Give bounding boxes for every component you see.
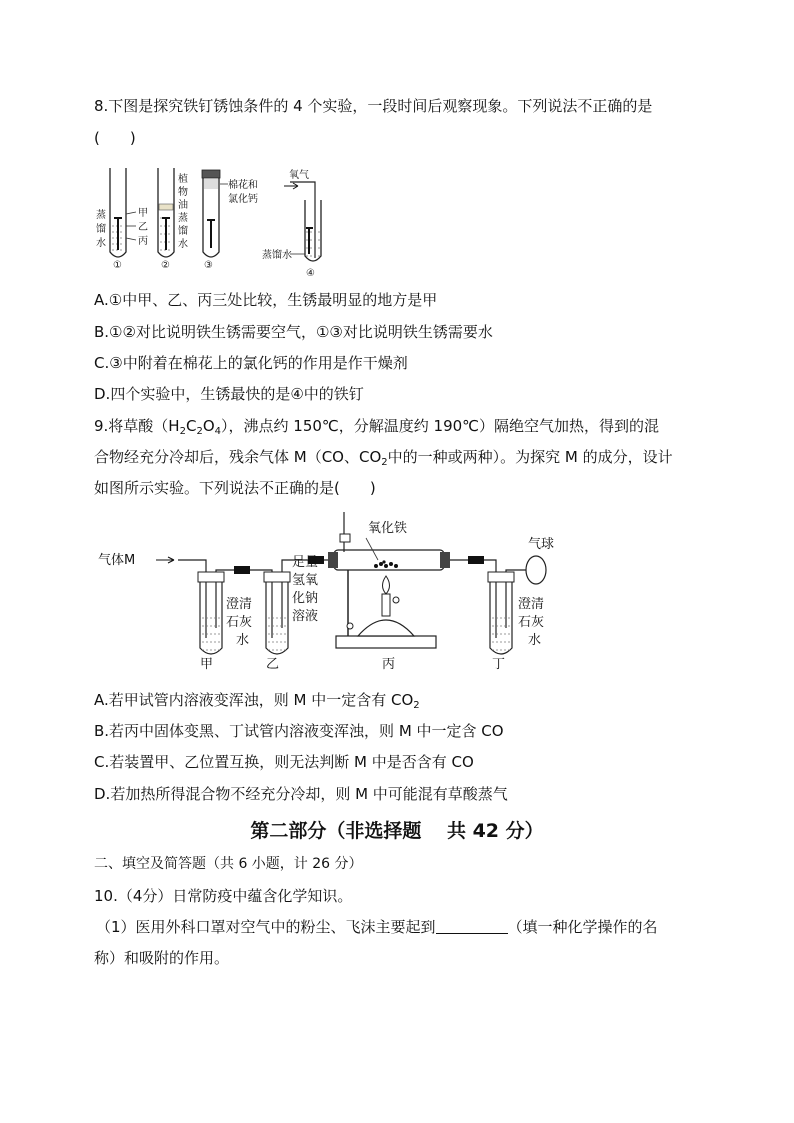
q8-t1-number: ① [113,260,122,271]
q8-option-c: C.③中附着在棉花上的氯化钙的作用是作干燥剂 [94,354,408,372]
q9-label-yi: 乙 [266,657,280,672]
q9-jia-reagent-1: 澄清 [226,597,253,612]
q9-l2-a: 合物经充分冷却后，残余气体 M（CO、CO [94,448,382,466]
q9-gas-in-label: 气体M [98,553,136,568]
q9-balloon [526,556,546,584]
q10-answer-blank[interactable] [436,918,508,934]
q9-opt-a-text: A.若甲试管内溶液变浑浊，则 M 中一定含有 CO [94,691,414,709]
q9-yi-reagent-2: 氢氧 [292,573,319,588]
q8-t1-mark-jia: 甲 [138,208,148,219]
q8-t4-gas-label: 氧气 [289,170,309,181]
q8-t1-label-1: 蒸 [96,210,106,221]
q8-option-a: A.①中甲、乙、丙三处比较，生锈最明显的地方是甲 [94,291,438,309]
q9-tube-yi [264,572,290,654]
q9-l1-sub4: 4 [214,426,222,437]
q8-stem-line1: 8.下图是探究铁钉锈蚀条件的 4 个实验，一段时间后观察现象。下列说法不正确的是 [94,97,653,115]
q8-t4-water-label: 蒸馏水 [262,250,292,261]
q8-option-b: B.①②对比说明铁生锈需要空气，①③对比说明铁生锈需要水 [94,323,493,341]
q9-stem-line1 [94,416,659,442]
q9-tube-jia [198,572,224,654]
q9-option-a [94,690,420,716]
q9-option-b: B.若丙中固体变黑、丁试管内溶液变浑浊，则 M 中一定含 CO [94,722,504,740]
q9-option-d: D.若加热所得混合物不经充分冷却，则 M 中可能混有草酸蒸气 [94,785,508,803]
q9-balloon-label: 气球 [528,537,555,552]
q9-option-c: C.若装置甲、乙位置互换，则无法判断 M 中是否含有 CO [94,753,474,771]
q9-l2-sub: 2 [381,457,388,468]
q10-part1-line2: 称）和吸附的作用。 [94,949,230,967]
q9-apparatus-figure [96,508,576,674]
q9-l1-c: O [202,417,215,435]
part2-section-heading: 二、填空及简答题（共 6 小题，计 26 分） [94,856,363,872]
q8-rusting-figure [94,162,354,282]
part2-title: 第二部分（非选择题 共 42 分） [250,820,544,842]
q8-t2-label-2: 物 [178,187,188,198]
q9-ding-reagent-1: 澄清 [518,597,545,612]
q9-l1-d: ），沸点约 150℃，分解温度约 190℃）隔绝空气加热，得到的混 [221,417,660,435]
q8-t2-label-4: 蒸 [178,213,188,224]
q10-part1-line1 [96,917,658,937]
q8-option-d: D.四个实验中，生锈最快的是④中的铁钉 [94,385,364,403]
q9-jia-reagent-2: 石灰 [226,615,253,630]
q8-t3-label-1: 棉花和 [228,180,258,191]
q8-t1-mark-yi: 乙 [138,222,148,233]
q9-ding-reagent-2: 石灰 [518,615,545,630]
q9-yi-reagent-1: 足量 [292,555,319,570]
q10-part1-b: （填一种化学操作的名 [507,918,658,936]
q9-stem-line3: 如图所示实验。下列说法不正确的是( ) [94,479,376,497]
q10-part1-a: （1）医用外科口罩对空气中的粉尘、飞沫主要起到 [96,918,436,936]
q9-l1-a: 9.将草酸（H [94,417,180,435]
q8-t4-number: ④ [306,268,315,279]
q8-tube-1 [110,168,136,257]
q9-iron-oxide-label: 氧化铁 [368,521,408,536]
q8-t2-label-5: 馏 [178,226,188,237]
q9-l1-sub2b: 2 [196,426,203,437]
q9-yi-reagent-4: 溶液 [292,609,319,624]
q9-label-bing: 丙 [382,657,396,672]
q8-t3-number: ③ [204,260,213,271]
q9-label-ding: 丁 [492,657,506,672]
q9-opt-a-sub: 2 [413,700,420,711]
q9-yi-reagent-3: 化钠 [292,591,319,606]
q9-stem-line2 [94,447,673,473]
q8-t1-label-3: 水 [96,238,106,249]
q8-t2-label-1: 植 [178,174,188,185]
q8-t2-label-3: 油 [178,200,188,211]
q8-stem-line2: ( ) [94,129,136,147]
q8-tube-2 [158,168,174,257]
q8-t3-label-2: 氯化钙 [228,194,258,205]
q8-t2-label-6: 水 [178,239,188,250]
q8-tube-3 [202,170,228,257]
q9-l1-b: C [185,417,197,435]
q9-ding-reagent-3: 水 [528,633,542,648]
q8-t1-mark-bing: 丙 [138,236,148,247]
q8-t2-number: ② [161,260,170,271]
q10-stem: 10.（4分）日常防疫中蕴含化学知识。 [94,887,353,905]
q9-jia-reagent-3: 水 [236,633,250,648]
q9-l2-b: 中的一种或两种）。为探究 M 的成分，设计 [387,448,673,466]
q9-l1-sub2a: 2 [179,426,186,437]
q8-t1-label-2: 馏 [96,224,106,235]
q9-label-jia: 甲 [200,657,214,672]
q9-tube-ding [488,572,514,654]
